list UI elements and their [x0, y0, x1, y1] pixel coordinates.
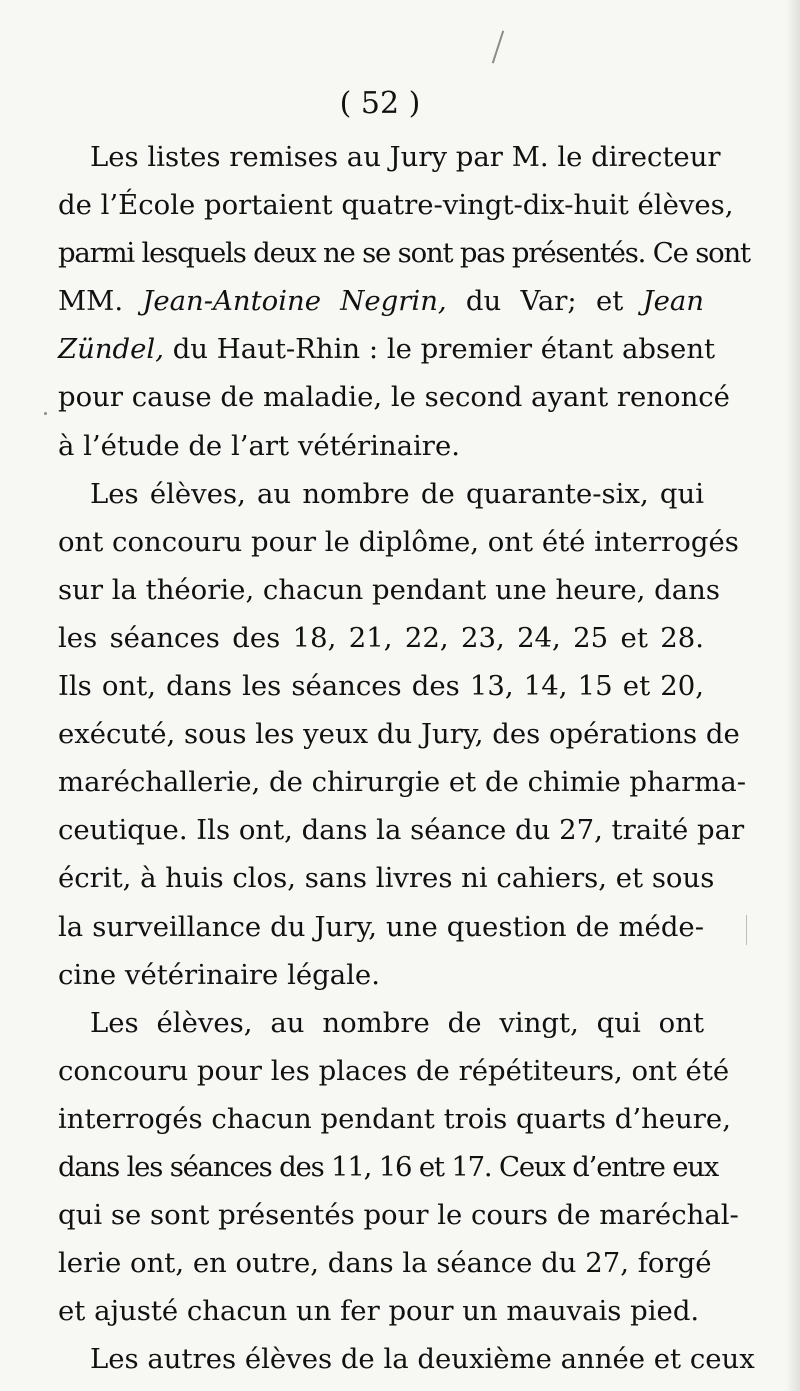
text-span: pour cause de maladie, le second ayant renoncé — [58, 381, 730, 414]
text-line — [58, 758, 747, 806]
text-span: interrogés chacun pendant trois quarts d’heure, — [58, 1102, 731, 1135]
text-span: Les autres élèves de la deuxième année et ceux — [90, 1343, 755, 1376]
text-span: la surveillance du Jury, une question de méde- — [58, 910, 704, 943]
text-line — [58, 518, 739, 566]
text-line — [58, 325, 716, 373]
text-line — [58, 806, 745, 854]
text-line — [58, 373, 730, 421]
text-span: maréchallerie, de chirurgie et de chimie pharma- — [58, 766, 747, 799]
paragraph-1 — [58, 133, 750, 470]
person-name: Zündel, — [58, 333, 164, 366]
page-number: ( 52 ) — [339, 86, 421, 121]
text-span: et ajusté chacun un fer pour un mauvais pied. — [58, 1295, 700, 1328]
text-span: cine vétérinaire légale. — [58, 958, 380, 991]
text-span: ont concouru pour le diplôme, ont été interrogés — [58, 525, 739, 558]
text-span: du Var; et — [446, 285, 643, 318]
text-span: sur la théorie, chacun pendant une heure, dans — [58, 573, 720, 606]
text-line — [58, 614, 704, 662]
text-span: parmi lesquels deux ne se sont pas présentés. Ce sont — [58, 237, 750, 270]
paragraph-2 — [58, 470, 747, 999]
text-line — [58, 710, 740, 758]
text-span: Les élèves, au nombre de vingt, qui ont — [90, 1006, 704, 1039]
scan-mark — [492, 31, 504, 64]
text-span: écrit, à huis clos, sans livres ni cahiers, et sous — [58, 862, 715, 895]
person-name: Jean — [642, 285, 704, 318]
text-line — [58, 1287, 704, 1335]
text-line — [58, 566, 720, 614]
text-span: concouru pour les places de répétiteurs, ont été — [58, 1054, 730, 1087]
text-span: les séances des 18, 21, 22, 23, 24, 25 et 28. — [58, 621, 704, 654]
page-edge-shadow — [786, 0, 800, 1391]
text-span: dans les séances des 11, 16 et 17. Ceux d’entre eux — [58, 1150, 719, 1183]
text-line — [58, 229, 750, 277]
text-line — [58, 903, 704, 951]
text-span: Les élèves, au nombre de quarante-six, qui — [90, 477, 704, 510]
body-text — [58, 133, 755, 1383]
text-span: à l’étude de l’art vétérinaire. — [58, 429, 460, 462]
text-line — [58, 181, 734, 229]
text-line — [58, 133, 721, 181]
text-line — [58, 1239, 712, 1287]
text-line — [58, 662, 704, 710]
person-name: Jean-Antoine Negrin, — [142, 285, 447, 318]
text-span: exécuté, sous les yeux du Jury, des opérations de — [58, 718, 740, 751]
text-line — [58, 999, 704, 1047]
scan-mark — [44, 412, 47, 415]
text-line — [58, 854, 715, 902]
text-line — [58, 1095, 731, 1143]
text-span: ceutique. Ils ont, dans la séance du 27, traité par — [58, 814, 745, 847]
text-span: lerie ont, en outre, dans la séance du 27, forgé — [58, 1247, 712, 1280]
text-line — [58, 1143, 719, 1191]
text-line — [58, 470, 704, 518]
text-line — [58, 1047, 730, 1095]
text-line — [58, 422, 704, 470]
text-line — [58, 951, 704, 999]
text-span: MM. — [58, 285, 143, 318]
text-line — [58, 277, 704, 325]
text-span: Ils ont, dans les séances des 13, 14, 15 et 20, — [58, 670, 704, 703]
paragraph-3 — [58, 999, 739, 1336]
scan-mark — [746, 915, 747, 945]
paragraph-4 — [58, 1335, 755, 1383]
text-line — [58, 1335, 755, 1383]
text-line — [58, 1191, 739, 1239]
text-span: Les listes remises au Jury par M. le directeur — [90, 141, 721, 173]
text-span: qui se sont présentés pour le cours de maréchal- — [58, 1199, 739, 1232]
text-span: de l’École portaient quatre-vingt-dix-huit élèves, — [58, 189, 734, 222]
text-span: du Haut-Rhin : le premier étant absent — [163, 333, 716, 366]
